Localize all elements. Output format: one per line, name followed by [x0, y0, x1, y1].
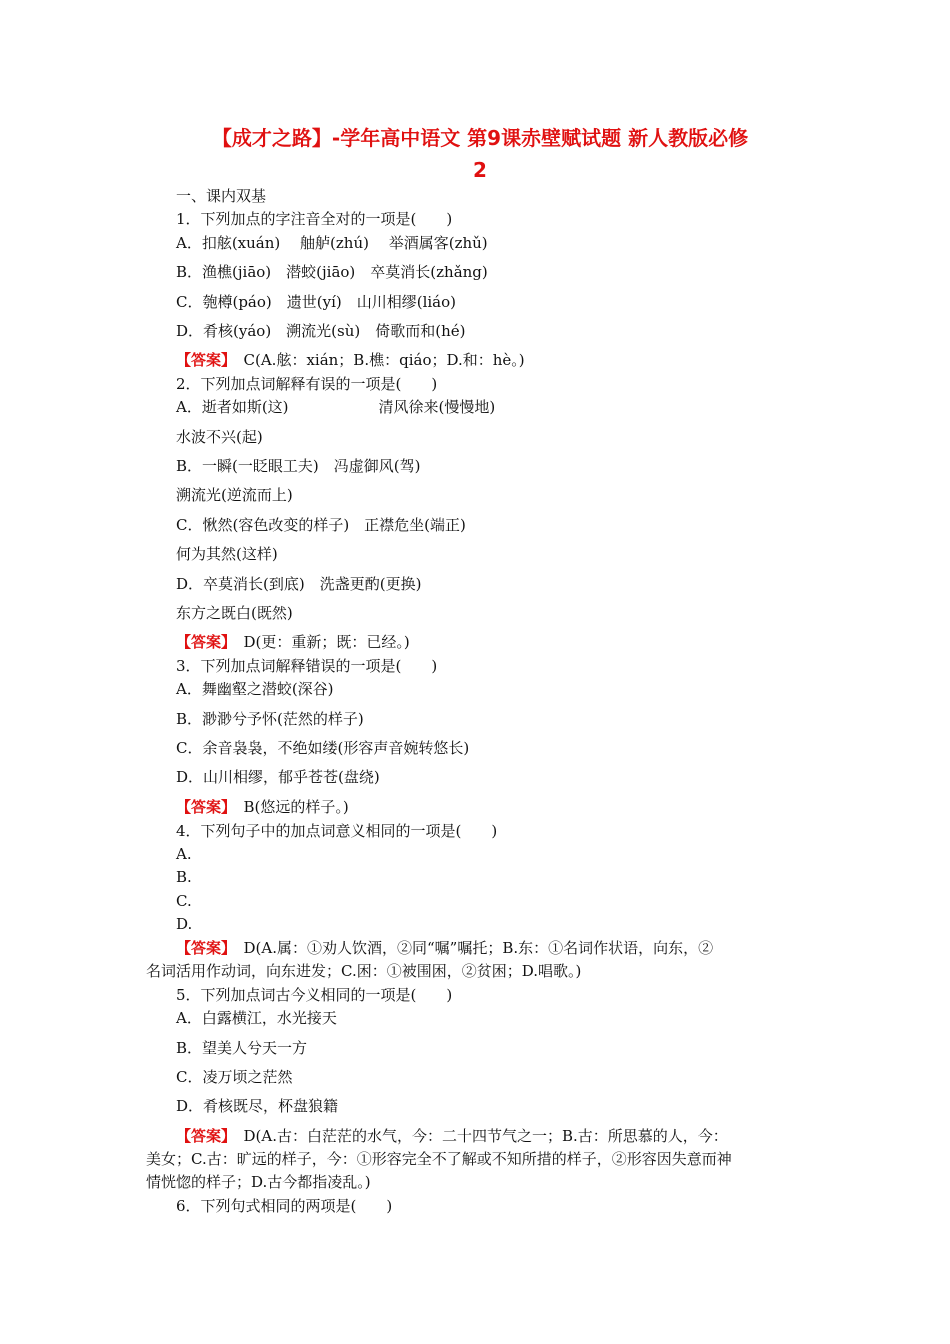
- question-1-option-d: D．肴核(yáo) 溯流光(sù) 倚歌而和(hé): [176, 322, 466, 340]
- question-3-stem: 3．下列加点词解释错误的一项是( ): [176, 657, 438, 675]
- question-2-option-a-cont: 水波不兴(起): [176, 428, 263, 446]
- document-title: [140, 122, 820, 186]
- answer-label: 【答案】: [176, 939, 229, 957]
- question-3-option-b: B．渺渺兮予怀(茫然的样子): [176, 710, 364, 728]
- question-4-answer: [176, 938, 713, 958]
- question-5-stem: 5．下列加点词古今义相同的一项是( ): [176, 986, 453, 1004]
- answer-text: D(A.属：①劝人饮酒，②同“嘱”嘱托；B.东：①名词作状语，向东，②: [228, 939, 714, 957]
- question-4-option-a: A.: [176, 845, 192, 863]
- question-2-answer: [176, 632, 410, 652]
- answer-text: C(A.舷：xián；B.樵：qiáo；D.和：hè。): [228, 351, 525, 369]
- title-line-2: 2: [473, 158, 487, 182]
- question-5-option-b: B．望美人兮天一方: [176, 1039, 308, 1057]
- question-5-answer-cont-2: 情恍惚的样子；D.古今都指凌乱。): [146, 1173, 371, 1191]
- question-1-option-a: A．扣舷(xuán) 舳舻(zhú) 举酒属客(zhǔ): [176, 234, 488, 252]
- question-3-option-c: C．余音袅袅，不绝如缕(形容声音婉转悠长): [176, 739, 470, 757]
- question-3-option-a: A．舞幽壑之潜蛟(深谷): [176, 680, 334, 698]
- question-2-stem: 2．下列加点词解释有误的一项是( ): [176, 375, 438, 393]
- question-5-option-c: C．凌万顷之茫然: [176, 1068, 293, 1086]
- question-2-option-a: A．逝者如斯(这) 清风徐来(慢慢地): [176, 398, 496, 416]
- answer-text: D(A.古：白茫茫的水气，今：二十四节气之一；B.古：所思慕的人，今：: [228, 1127, 728, 1145]
- question-4-stem: 4．下列句子中的加点词意义相同的一项是( ): [176, 822, 498, 840]
- question-5-answer-cont-1: 美女；C.古：旷远的样子，今：①形容完全不了解或不知所措的样子，②形容因失意而神: [146, 1150, 732, 1168]
- question-2-option-d: D．卒莫消长(到底) 洗盏更酌(更换): [176, 575, 422, 593]
- question-2-option-d-cont: 东方之既白(既然): [176, 604, 293, 622]
- question-2-option-c-cont: 何为其然(这样): [176, 545, 278, 563]
- question-4-option-b: B.: [176, 868, 192, 886]
- question-6-stem: 6．下列句式相同的两项是( ): [176, 1197, 393, 1215]
- question-4-answer-cont: 名词活用作动词，向东进发；C.困：①被围困，②贫困；D.唱歌。): [146, 962, 582, 980]
- question-2-option-c: C．愀然(容色改变的样子) 正襟危坐(端正): [176, 516, 466, 534]
- answer-label: 【答案】: [176, 798, 229, 816]
- question-5-option-a: A．白露横江，水光接天: [176, 1009, 337, 1027]
- answer-label: 【答案】: [176, 351, 229, 369]
- section-heading: 一、课内双基: [176, 187, 267, 205]
- answer-text: D(更：重新；既：已经。): [228, 633, 410, 651]
- question-4-option-c: C.: [176, 892, 192, 910]
- answer-label: 【答案】: [176, 1127, 229, 1145]
- question-5-answer: [176, 1126, 728, 1146]
- answer-label: 【答案】: [176, 633, 229, 651]
- question-5-option-d: D．肴核既尽，杯盘狼籍: [176, 1097, 339, 1115]
- question-1-option-c: C．匏樽(páo) 遗世(yí) 山川相缪(liáo): [176, 293, 457, 311]
- question-3-answer: [176, 797, 349, 817]
- question-3-option-d: D．山川相缪，郁乎苍苍(盘绕): [176, 768, 380, 786]
- title-line-1: 【成才之路】-学年高中语文 第9课赤壁赋试题 新人教版必修: [211, 126, 749, 150]
- question-2-option-b: B．一瞬(一眨眼工夫) 冯虚御风(驾): [176, 457, 421, 475]
- question-2-option-b-cont: 溯流光(逆流而上): [176, 486, 293, 504]
- question-4-option-d: D.: [176, 915, 193, 933]
- question-1-answer: [176, 350, 525, 370]
- question-1-stem: 1．下列加点的字注音全对的一项是( ): [176, 210, 453, 228]
- answer-text: B(悠远的样子。): [228, 798, 349, 816]
- question-1-option-b: B．渔樵(jiāo) 潜蛟(jiāo) 卒莫消长(zhǎng): [176, 263, 488, 281]
